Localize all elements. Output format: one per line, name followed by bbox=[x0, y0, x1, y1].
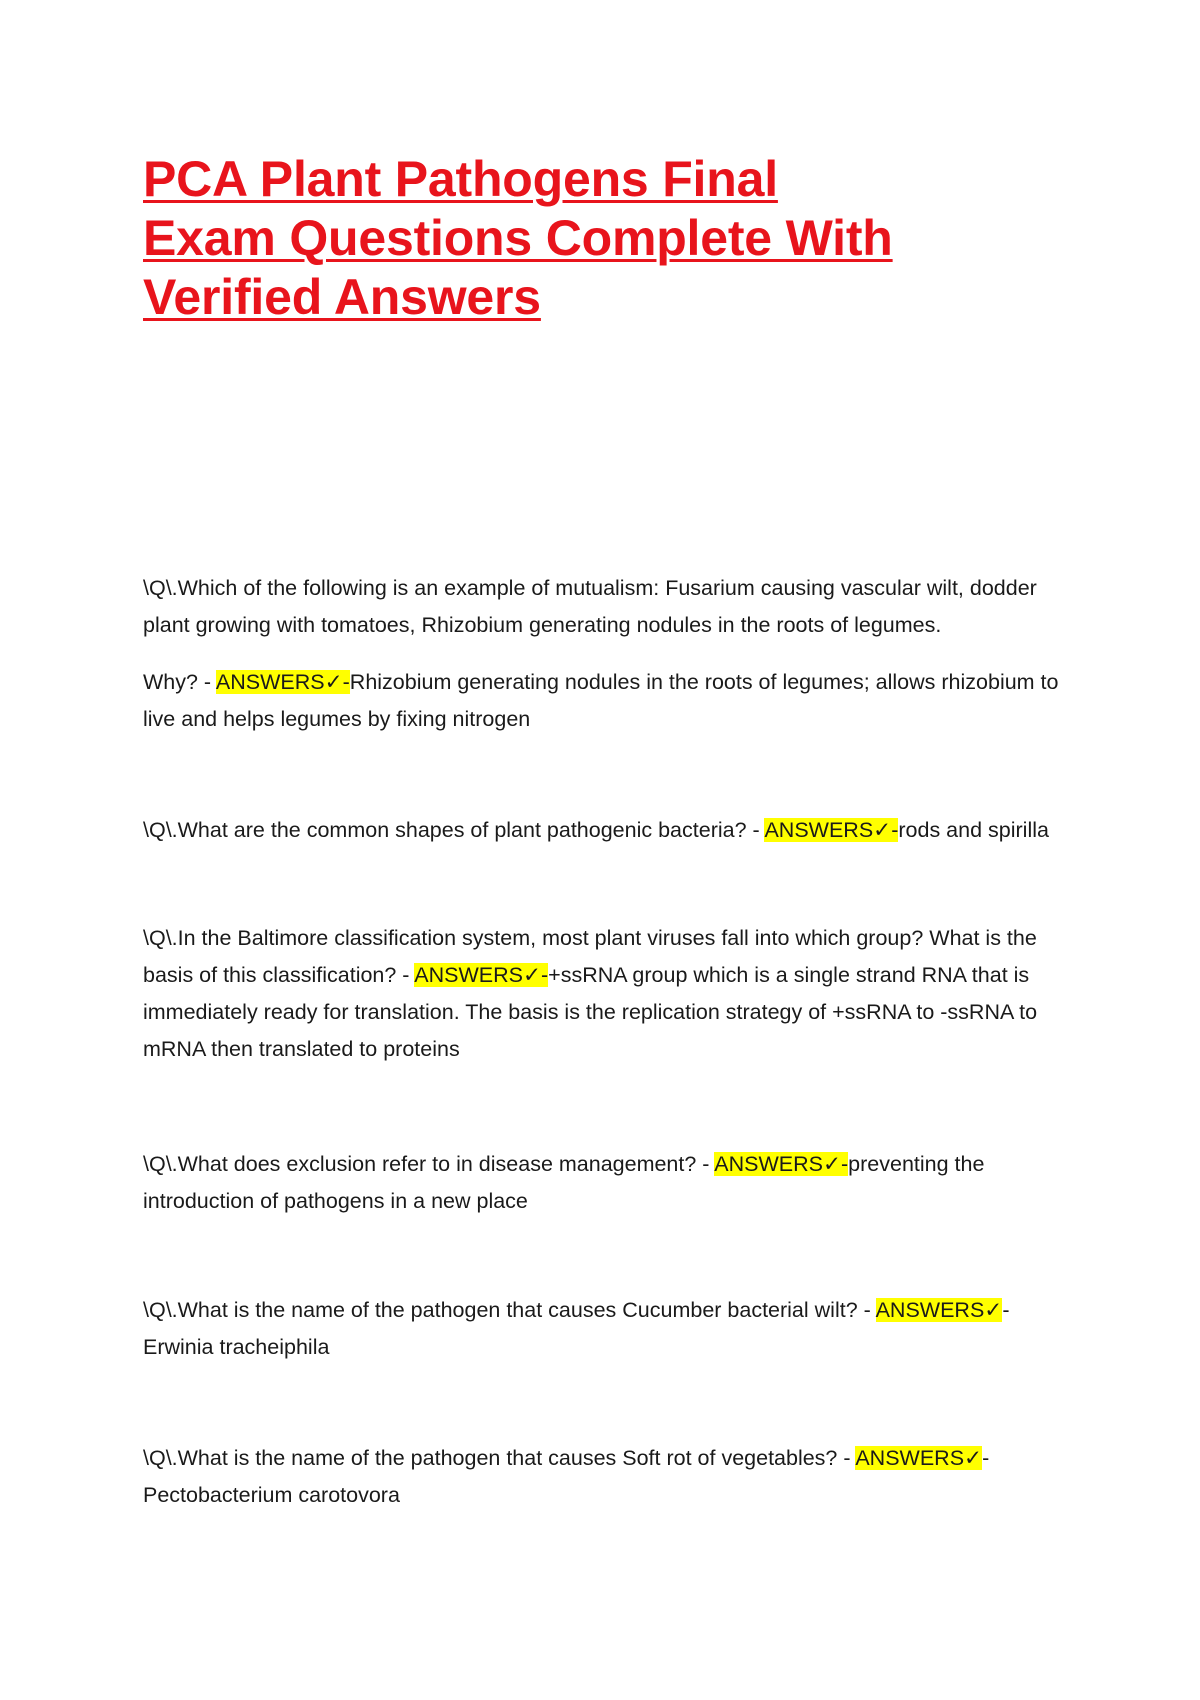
answer-text: +ssRNA group which is a single strand RNA that is immediately ready for translation. The basis is the replication strategy of +ssRNA to -ssRNA to mRNA then translated to proteins bbox=[143, 963, 1038, 1061]
qa-paragraph bbox=[143, 1146, 1063, 1220]
answer-tag: ANSWERS✓ bbox=[875, 1298, 1003, 1322]
answer-tag: ANSWERS✓ bbox=[215, 670, 343, 694]
qa-paragraph bbox=[143, 812, 1063, 849]
answer-separator: - bbox=[840, 1152, 849, 1176]
answer-tag: ANSWERS✓ bbox=[855, 1446, 983, 1470]
question-text: \Q\.Which of the following is an example of mutualism: Fusarium causing vascular wilt, dodder plant growing with tomatoes, Rhizobium generating nodules in the roots of legumes. bbox=[143, 576, 1037, 637]
qa-item-3 bbox=[143, 920, 1063, 1068]
question-text: \Q\.What does exclusion refer to in disease management? - bbox=[143, 1152, 715, 1176]
qa-paragraph bbox=[143, 920, 1063, 1068]
qa-item-2 bbox=[143, 812, 1063, 849]
qa-item-1 bbox=[143, 570, 1063, 738]
answer-tag: ANSWERS✓ bbox=[714, 1152, 841, 1176]
question-text: \Q\.What is the name of the pathogen that causes Cucumber bacterial wilt? - bbox=[143, 1298, 876, 1322]
answer-separator: - bbox=[342, 670, 350, 694]
qa-item-4 bbox=[143, 1146, 1063, 1220]
answer-separator: - bbox=[891, 818, 899, 842]
qa-item-5 bbox=[143, 1292, 1063, 1366]
answer-tag: ANSWERS✓ bbox=[414, 963, 541, 987]
answer-separator: - bbox=[541, 963, 549, 987]
answer-text: preventing the introduction of pathogens in a new place bbox=[143, 1152, 985, 1213]
question-text: \Q\.What are the common shapes of plant pathogenic bacteria? - bbox=[143, 818, 765, 842]
answer-separator: - bbox=[1002, 1298, 1010, 1322]
answer-text: Erwinia tracheiphila bbox=[143, 1335, 330, 1359]
question-text: \Q\.In the Baltimore classification system, most plant viruses fall into which group? What is the basis of this classification? - bbox=[143, 926, 1037, 987]
qa-paragraph bbox=[143, 1440, 1063, 1514]
answer-text: Pectobacterium carotovora bbox=[143, 1483, 400, 1507]
question-text-continued: Why? - bbox=[143, 670, 216, 694]
question-text: \Q\.What is the name of the pathogen that causes Soft rot of vegetables? - bbox=[143, 1446, 856, 1470]
answer-tag: ANSWERS✓ bbox=[764, 818, 892, 842]
answer-text: rods and spirilla bbox=[898, 818, 1049, 842]
qa-item-6 bbox=[143, 1440, 1063, 1514]
document-title: PCA Plant Pathogens Final Exam Questions Complete With Verified Answers bbox=[143, 151, 893, 325]
answer-separator: - bbox=[982, 1446, 990, 1470]
qa-paragraph bbox=[143, 1292, 1063, 1366]
answer-paragraph bbox=[143, 664, 1063, 738]
answer-text: Rhizobium generating nodules in the roots of legumes; allows rhizobium to live and helps legumes by fixing nitrogen bbox=[143, 670, 1059, 731]
